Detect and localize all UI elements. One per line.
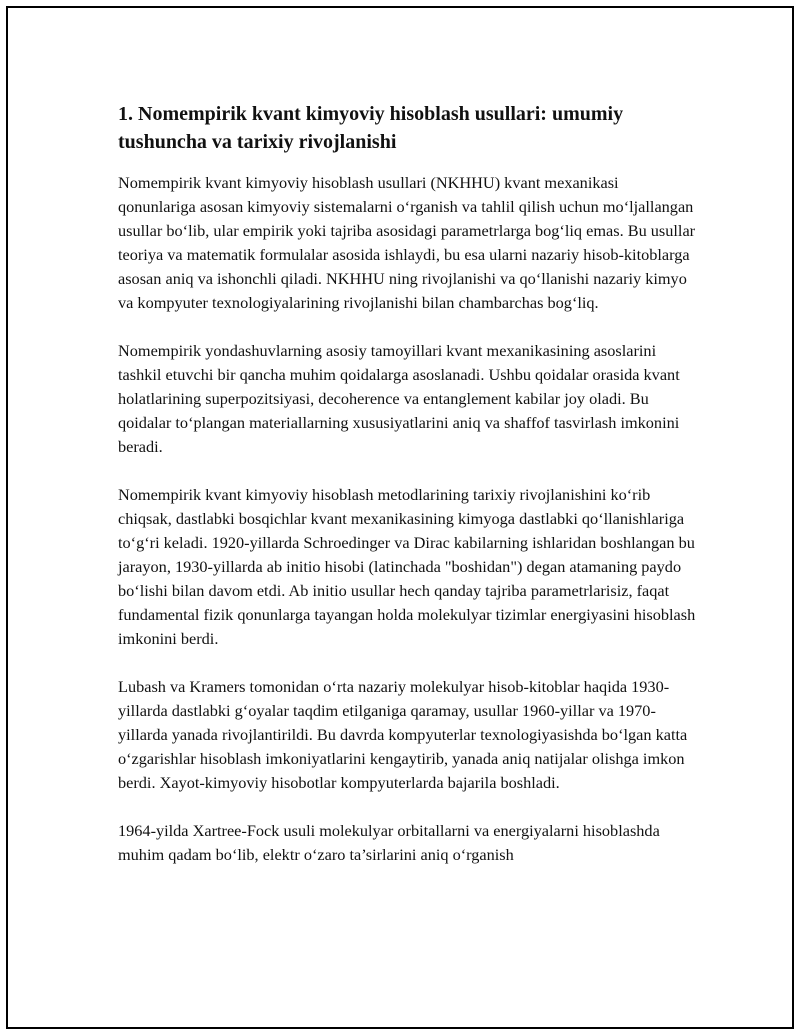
paragraph-1: Nomempirik kvant kimyoviy hisoblash usullari (NKHHU) kvant mexanikasi qonunlariga asosan kimyoviy sistemalarni o‘rganish va tahlil qilish uchun mo‘ljallangan usullar bo‘lib, ular empirik yoki tajriba asosidagi parametrlarga bog‘liq emas. Bu usullar teoriya va matematik formulalar asosida ishlaydi, bu esa ularni nazariy hisob-kitoblarga asosan aniq va ishonchli qiladi. NKHHU ning rivojlanishi va qo‘llanishi nazariy kimyo va kompyuter texnologiyalarining rivojlanishi bilan chambarchas bog‘liq. [118,173,696,312]
section-heading: 1. Nomempirik kvant kimyoviy hisoblash usullari: umumiy tushuncha va tarixiy rivojlanishi [118,103,624,153]
paragraph-4: Lubash va Kramers tomonidan o‘rta nazariy molekulyar hisob-kitoblar haqida 1930-yillarda dastlabki g‘oyalar taqdim etilganiga qaramay, usullar 1960-yillar va 1970-yillarda yanada rivojlantirildi. Bu davrda kompyuterlar texnologiyasishda bo‘lgan katta o‘zgarishlar hisoblash imkoniyatlarini kengaytirib, yanada aniq natijalar olishga imkon berdi. Xayot-kimyoviy hisobotlar kompyuterlarda bajarila boshladi. [118,677,688,792]
document-body [118,100,698,891]
paragraph-5: 1964-yilda Xartree-Fock usuli molekulyar orbitallarni va energiyalarni hisoblashda muhim qadam bo‘lib, elektr o‘zaro ta’sirlarini aniq o‘rganish [118,821,660,864]
paragraph-3: Nomempirik kvant kimyoviy hisoblash metodlarining tarixiy rivojlanishini ko‘rib chiqsak, dastlabki bosqichlar kvant mexanikasining kimyoga dastlabki qo‘llanishlariga to‘g‘ri keladi. 1920-yillarda Schroedinger va Dirac kabilarning ishlaridan boshlangan bu jarayon, 1930-yillarda ab initio hisobi (latinchada "boshidan") degan atamaning paydo bo‘lishi bilan davom etdi. Ab initio usullar hech qanday tajriba parametrlarisiz, faqat fundamental fizik qonunlarga tayangan holda molekulyar tizimlar energiyasini hisoblash imkonini berdi. [118,485,696,648]
page-frame [6,6,794,1029]
paragraph-2: Nomempirik yondashuvlarning asosiy tamoyillari kvant mexanikasining asoslarini tashkil etuvchi bir qancha muhim qoidalarga asoslanadi. Ushbu qoidalar orasida kvant holatlarining superpozitsiyasi, decoherence va entanglement kabilar joy oladi. Bu qoidalar to‘plangan materiallarning xususiyatlarini aniq va shaffof tasvirlash imkonini beradi. [118,341,680,456]
